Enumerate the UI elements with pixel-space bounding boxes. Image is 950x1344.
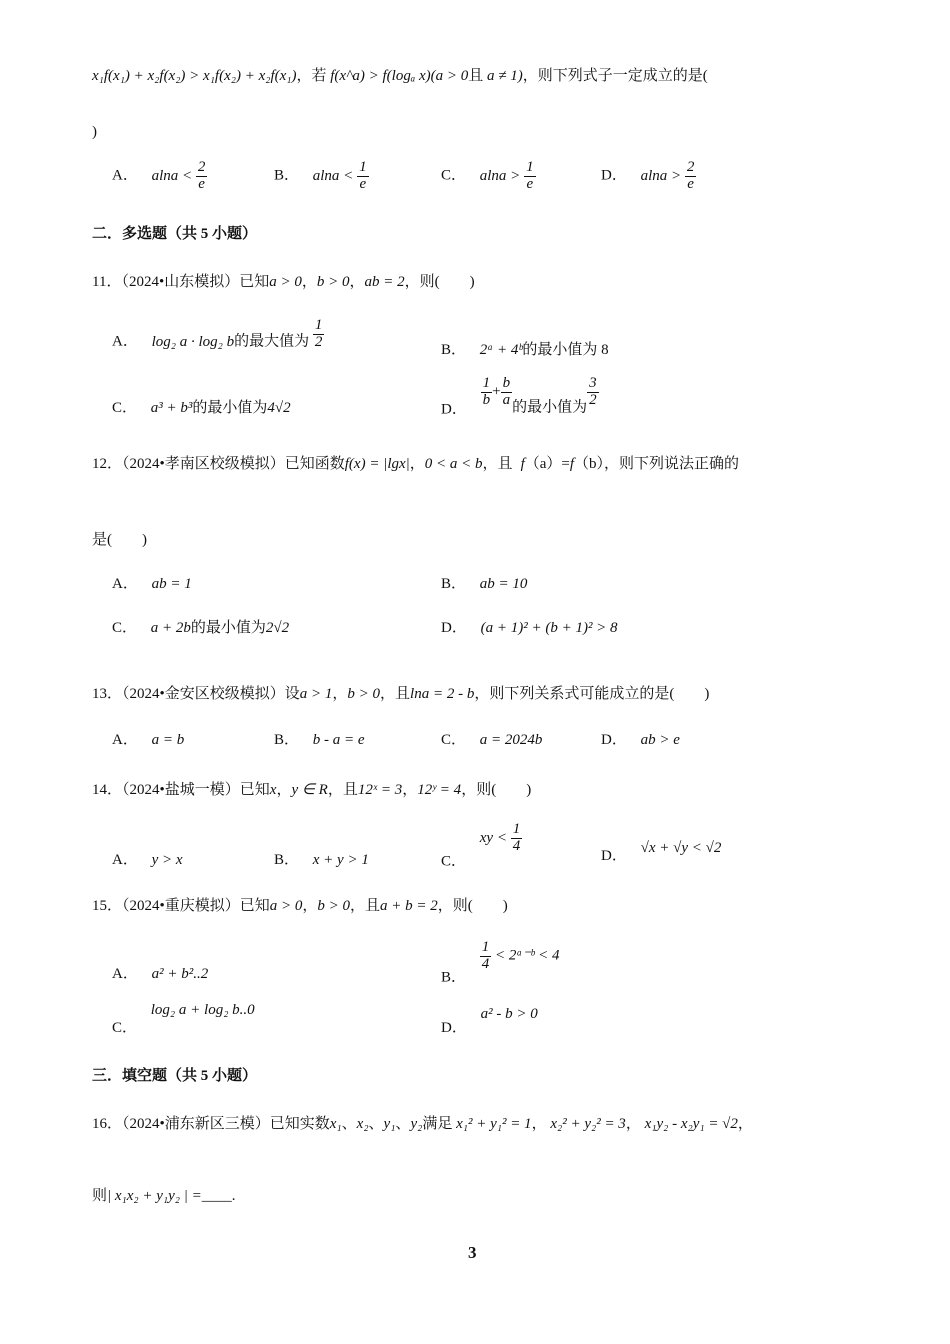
question-stem-text: 16．（2024•浦东新区三模）已知实数 — [92, 1116, 330, 1132]
q11-option-d[interactable] — [441, 376, 599, 419]
condition: a + b = 2 — [380, 898, 438, 914]
q10-option-c[interactable] — [441, 160, 536, 193]
separator: 、 — [395, 1116, 411, 1132]
q15-stem — [92, 894, 508, 915]
option-label: A． — [112, 576, 138, 592]
q12-option-a[interactable] — [112, 572, 192, 593]
option-expr: alna > — [479, 167, 521, 184]
q10-option-a[interactable] — [112, 160, 207, 193]
question-tail: ，则( — [437, 898, 473, 914]
condition: y ∈ R — [291, 782, 328, 798]
option-label: C． — [441, 167, 467, 184]
q10-option-b[interactable] — [274, 160, 369, 193]
option-label: B． — [441, 576, 467, 592]
option-fraction: $\frac{1}{b}$ — [482, 375, 491, 408]
q16-stem — [92, 1112, 753, 1133]
q14-stem — [92, 778, 531, 799]
option-text: 的最小值为 — [512, 399, 588, 416]
separator: ， — [276, 782, 292, 798]
q12-stem — [92, 452, 739, 473]
variable: x₁ — [329, 1116, 342, 1132]
separator: ， — [332, 686, 348, 702]
q15-option-b[interactable] — [441, 940, 559, 987]
q11-option-b[interactable] — [441, 338, 609, 359]
question-tail: ，则( — [404, 274, 440, 290]
condition: a > 1 — [299, 686, 333, 702]
option-fraction: $\frac{3}{2}$ — [589, 375, 597, 408]
option-value: 2√2 — [265, 620, 290, 636]
separator: ， — [625, 1116, 641, 1132]
section-heading-multiple-choice: 二．多选题（共 5 小题） — [92, 226, 258, 242]
option-expr: √x + √y < √2 — [640, 840, 722, 856]
condition: x — [269, 782, 277, 798]
q14-option-b[interactable] — [274, 848, 369, 869]
variable: x₂ — [356, 1116, 369, 1132]
option-text: 的最小值为 — [192, 400, 268, 416]
option-expr: < 2ᵃ⁻ᵇ < 4 — [495, 947, 560, 964]
equation: x₁² + y₁² = 1 — [456, 1116, 532, 1132]
option-fraction: $\frac{1}{4}$ — [512, 821, 521, 854]
option-label: C． — [112, 400, 138, 416]
function-name: f — [569, 456, 575, 472]
option-text: 的最小值为 — [190, 620, 266, 636]
q12-stem-line-2 — [92, 528, 147, 549]
option-expr: x + y > 1 — [312, 852, 369, 868]
close-paren: ) — [469, 274, 475, 290]
close-paren: ) — [526, 782, 532, 798]
question-mid: ，且 — [482, 456, 513, 472]
option-expr: a + 2b — [150, 620, 191, 636]
option-label: D． — [441, 620, 467, 636]
equation: x₁y₂ - x₂y₁ = √2 — [644, 1116, 738, 1132]
question-tail: ，则( — [461, 782, 497, 798]
separator: ， — [409, 456, 425, 472]
intro-line-1 — [92, 64, 708, 85]
separator: ， — [301, 274, 317, 290]
option-expr: log₂ a + log₂ b..0 — [150, 1002, 255, 1018]
q14-option-a[interactable] — [112, 848, 183, 869]
option-expr: ab = 10 — [479, 576, 528, 592]
close-paren: ) — [142, 532, 147, 548]
question-text: 则 — [92, 1188, 108, 1204]
question-stem-text: 11．（2024•山东模拟）已知 — [92, 274, 270, 290]
separator: ， — [531, 1116, 547, 1132]
question-stem-text: 13．（2024•金安区校级模拟）设 — [92, 686, 300, 702]
intro-condition: f(x^a) > f(logₐ x)(a > 0 — [330, 68, 469, 84]
close-paren: ) — [502, 898, 508, 914]
option-label: D． — [441, 1020, 467, 1036]
q10-option-d[interactable] — [601, 160, 696, 193]
option-label: B． — [274, 167, 300, 184]
option-fraction: $\frac{2}{e}$ — [197, 159, 206, 192]
variable: y₂ — [410, 1116, 423, 1132]
condition: a > 0 — [269, 898, 303, 914]
q11-stem — [92, 270, 475, 291]
separator: ， — [349, 274, 365, 290]
option-label: A． — [112, 167, 138, 184]
option-expr: a = 2024b — [479, 732, 543, 748]
separator: 、 — [341, 1116, 357, 1132]
q13-stem — [92, 682, 709, 703]
condition: a > 0 — [269, 274, 302, 290]
intro-mid-text: ，若 — [296, 68, 327, 84]
option-label: A． — [112, 852, 138, 868]
option-label: A． — [112, 732, 138, 748]
question-stem-text: 15．（2024•重庆模拟）已知 — [92, 898, 270, 914]
option-fraction: $\frac{1}{e}$ — [359, 159, 367, 192]
q14-option-c[interactable] — [441, 822, 522, 871]
q12-option-d[interactable] — [441, 616, 618, 637]
function-name: f — [520, 456, 525, 472]
q15-option-a[interactable] — [112, 962, 208, 983]
intro-condition-2: a ≠ 1) — [487, 68, 523, 84]
condition: 12ʸ = 4 — [417, 782, 462, 798]
option-label: C． — [112, 1020, 138, 1036]
q11-option-a[interactable] — [112, 318, 324, 351]
option-label: D． — [601, 848, 627, 864]
q15-option-d[interactable] — [441, 1006, 538, 1037]
option-label: B． — [274, 852, 300, 868]
q14-option-d[interactable] — [601, 840, 721, 865]
option-label: A． — [112, 966, 138, 982]
option-expr: b - a = e — [312, 732, 365, 748]
option-value: 4√2 — [267, 400, 291, 416]
condition: b > 0 — [347, 686, 381, 702]
variable: y₁ — [383, 1116, 396, 1132]
close-paren: ) — [704, 686, 710, 702]
question-stem-text: 12．（2024•孝南区校级模拟）已知函数 — [92, 456, 345, 472]
q13-option-a[interactable] — [112, 728, 184, 749]
q13-option-b[interactable] — [274, 728, 365, 749]
target-expression: | x₁x₂ + y₁y₂ | = — [107, 1188, 202, 1204]
argument: （a） — [524, 456, 562, 472]
question-mid: 满足 — [422, 1116, 453, 1132]
q16-line-2 — [92, 1184, 236, 1205]
question-tail: 是( — [92, 532, 112, 548]
condition: ab = 2 — [364, 274, 405, 290]
equation: x₂² + y₂² = 3 — [550, 1116, 626, 1132]
section-heading-fill-in: 三．填空题（共 5 小题） — [92, 1068, 258, 1084]
option-label: B． — [441, 969, 467, 986]
option-fraction: $\frac{1}{e}$ — [526, 159, 534, 192]
equals-sign: = — [561, 456, 570, 472]
question-tail: ，则下列关系式可能成立的是( — [474, 686, 675, 702]
option-label: C． — [441, 853, 467, 870]
question-mid: ，且 — [350, 898, 381, 914]
option-label: A． — [112, 333, 138, 350]
option-text: 的最小值为 8 — [522, 342, 609, 358]
question-mid: ，且 — [327, 782, 358, 798]
option-fraction: $\frac{b}{a}$ — [502, 375, 511, 408]
question-mid: ，且 — [380, 686, 411, 702]
option-expr: log₂ a · log₂ b — [151, 333, 235, 350]
option-expr: y > x — [151, 852, 183, 868]
page-number: 3 — [468, 1243, 477, 1262]
intro-close-paren: ) — [92, 124, 97, 140]
function-definition: f(x) = |lgx| — [344, 456, 410, 472]
option-label: D． — [601, 732, 627, 748]
option-expr: a² - b > 0 — [480, 1006, 538, 1022]
option-expr: (a + 1)² + (b + 1)² > 8 — [480, 620, 618, 636]
separator: 、 — [368, 1116, 384, 1132]
q13-option-d[interactable] — [601, 728, 680, 749]
option-expr: ab > e — [640, 732, 680, 748]
separator: ， — [737, 1116, 753, 1132]
option-text: 的最大值为 — [234, 333, 310, 350]
condition: b > 0 — [316, 274, 350, 290]
question-tail: （b），则下列说法正确的 — [574, 456, 740, 472]
separator: ， — [402, 782, 418, 798]
option-expr: alna < — [151, 167, 193, 184]
q11-option-c[interactable] — [112, 396, 291, 417]
option-fraction: $\frac{1}{2}$ — [314, 317, 323, 350]
option-expr: alna > — [640, 167, 682, 184]
condition: b > 0 — [317, 898, 351, 914]
option-fraction: $\frac{1}{4}$ — [481, 939, 490, 972]
option-expr: a = b — [151, 732, 185, 748]
option-expr: a³ + b³ — [150, 400, 193, 416]
intro-tail: ，则下列式子一定成立的是( — [522, 68, 708, 84]
option-label: B． — [274, 732, 300, 748]
intro-inequality: x₁f(x₁) + x₂f(x₂) > x₁f(x₂) + x₂f(x₁) — [92, 68, 297, 84]
condition: 12ˣ = 3 — [357, 782, 403, 798]
answer-blank[interactable]: ____ — [201, 1188, 232, 1204]
option-label: D． — [601, 167, 627, 184]
separator: ， — [302, 898, 318, 914]
condition: lna = 2 - b — [410, 686, 475, 702]
option-expr: ab = 1 — [151, 576, 192, 592]
option-expr: 2ᵃ + 4ᵇ — [479, 342, 523, 358]
option-expr: a² + b²..2 — [151, 966, 209, 982]
condition: 0 < a < b — [424, 456, 483, 472]
period: . — [231, 1188, 236, 1204]
question-stem-text: 14．（2024•盐城一模）已知 — [92, 782, 270, 798]
q15-option-c[interactable] — [112, 1002, 255, 1037]
option-expr: xy < — [479, 829, 507, 846]
option-expr: alna < — [312, 167, 354, 184]
option-label: D． — [441, 401, 467, 418]
option-label: C． — [112, 620, 138, 636]
q12-option-b[interactable] — [441, 572, 527, 593]
option-fraction: $\frac{2}{e}$ — [686, 159, 695, 192]
plus-sign: + — [492, 383, 501, 400]
intro-and: 且 — [468, 68, 484, 84]
q13-option-c[interactable] — [441, 728, 542, 749]
option-label: C． — [441, 732, 467, 748]
q12-option-c[interactable] — [112, 616, 289, 637]
option-label: B． — [441, 342, 467, 358]
